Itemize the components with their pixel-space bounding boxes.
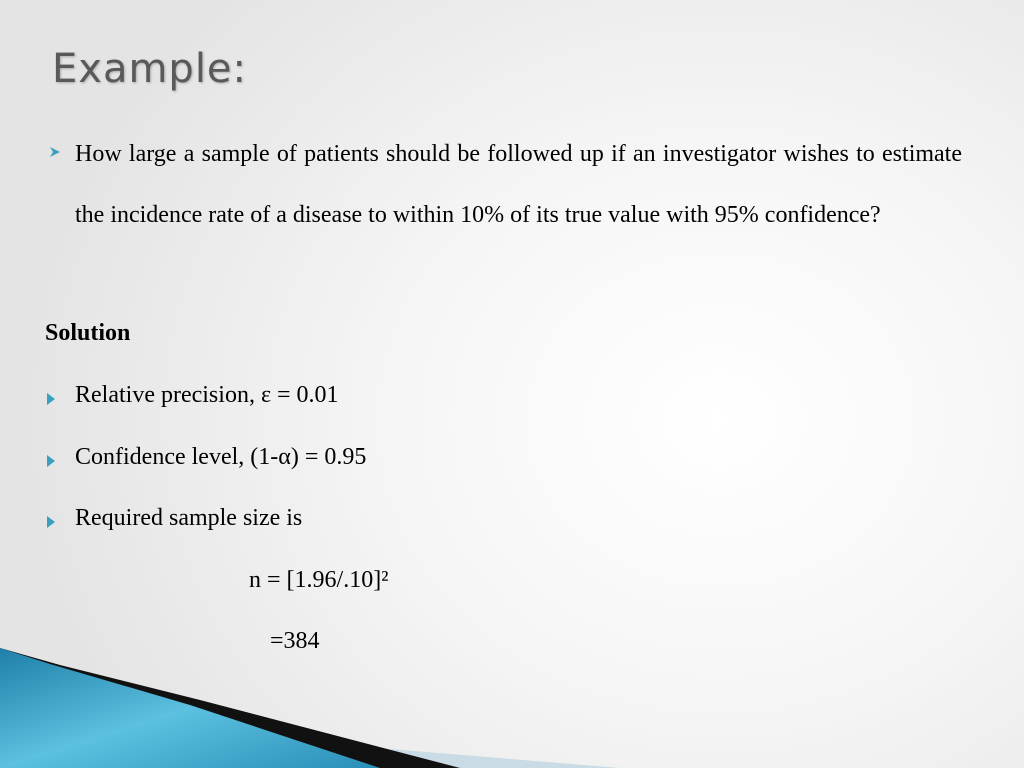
bullet-confidence-level: Confidence level, (1-α) = 0.95 <box>75 444 367 470</box>
formula-line-1: n = [1.96/.10]² <box>249 567 389 593</box>
bullet-relative-precision: Relative precision, ε = 0.01 <box>75 382 339 408</box>
slide-title: Example: <box>52 46 248 92</box>
formula-line-2: =384 <box>270 628 320 654</box>
solution-heading: Solution <box>45 320 131 346</box>
bullet-sample-size: Required sample size is <box>75 505 303 531</box>
question-text: How large a sample of patients should be followed up if an investigator wishes to estimate the incidence rate of a disease to within 10% of its true value with 95% confidence? <box>75 141 962 228</box>
